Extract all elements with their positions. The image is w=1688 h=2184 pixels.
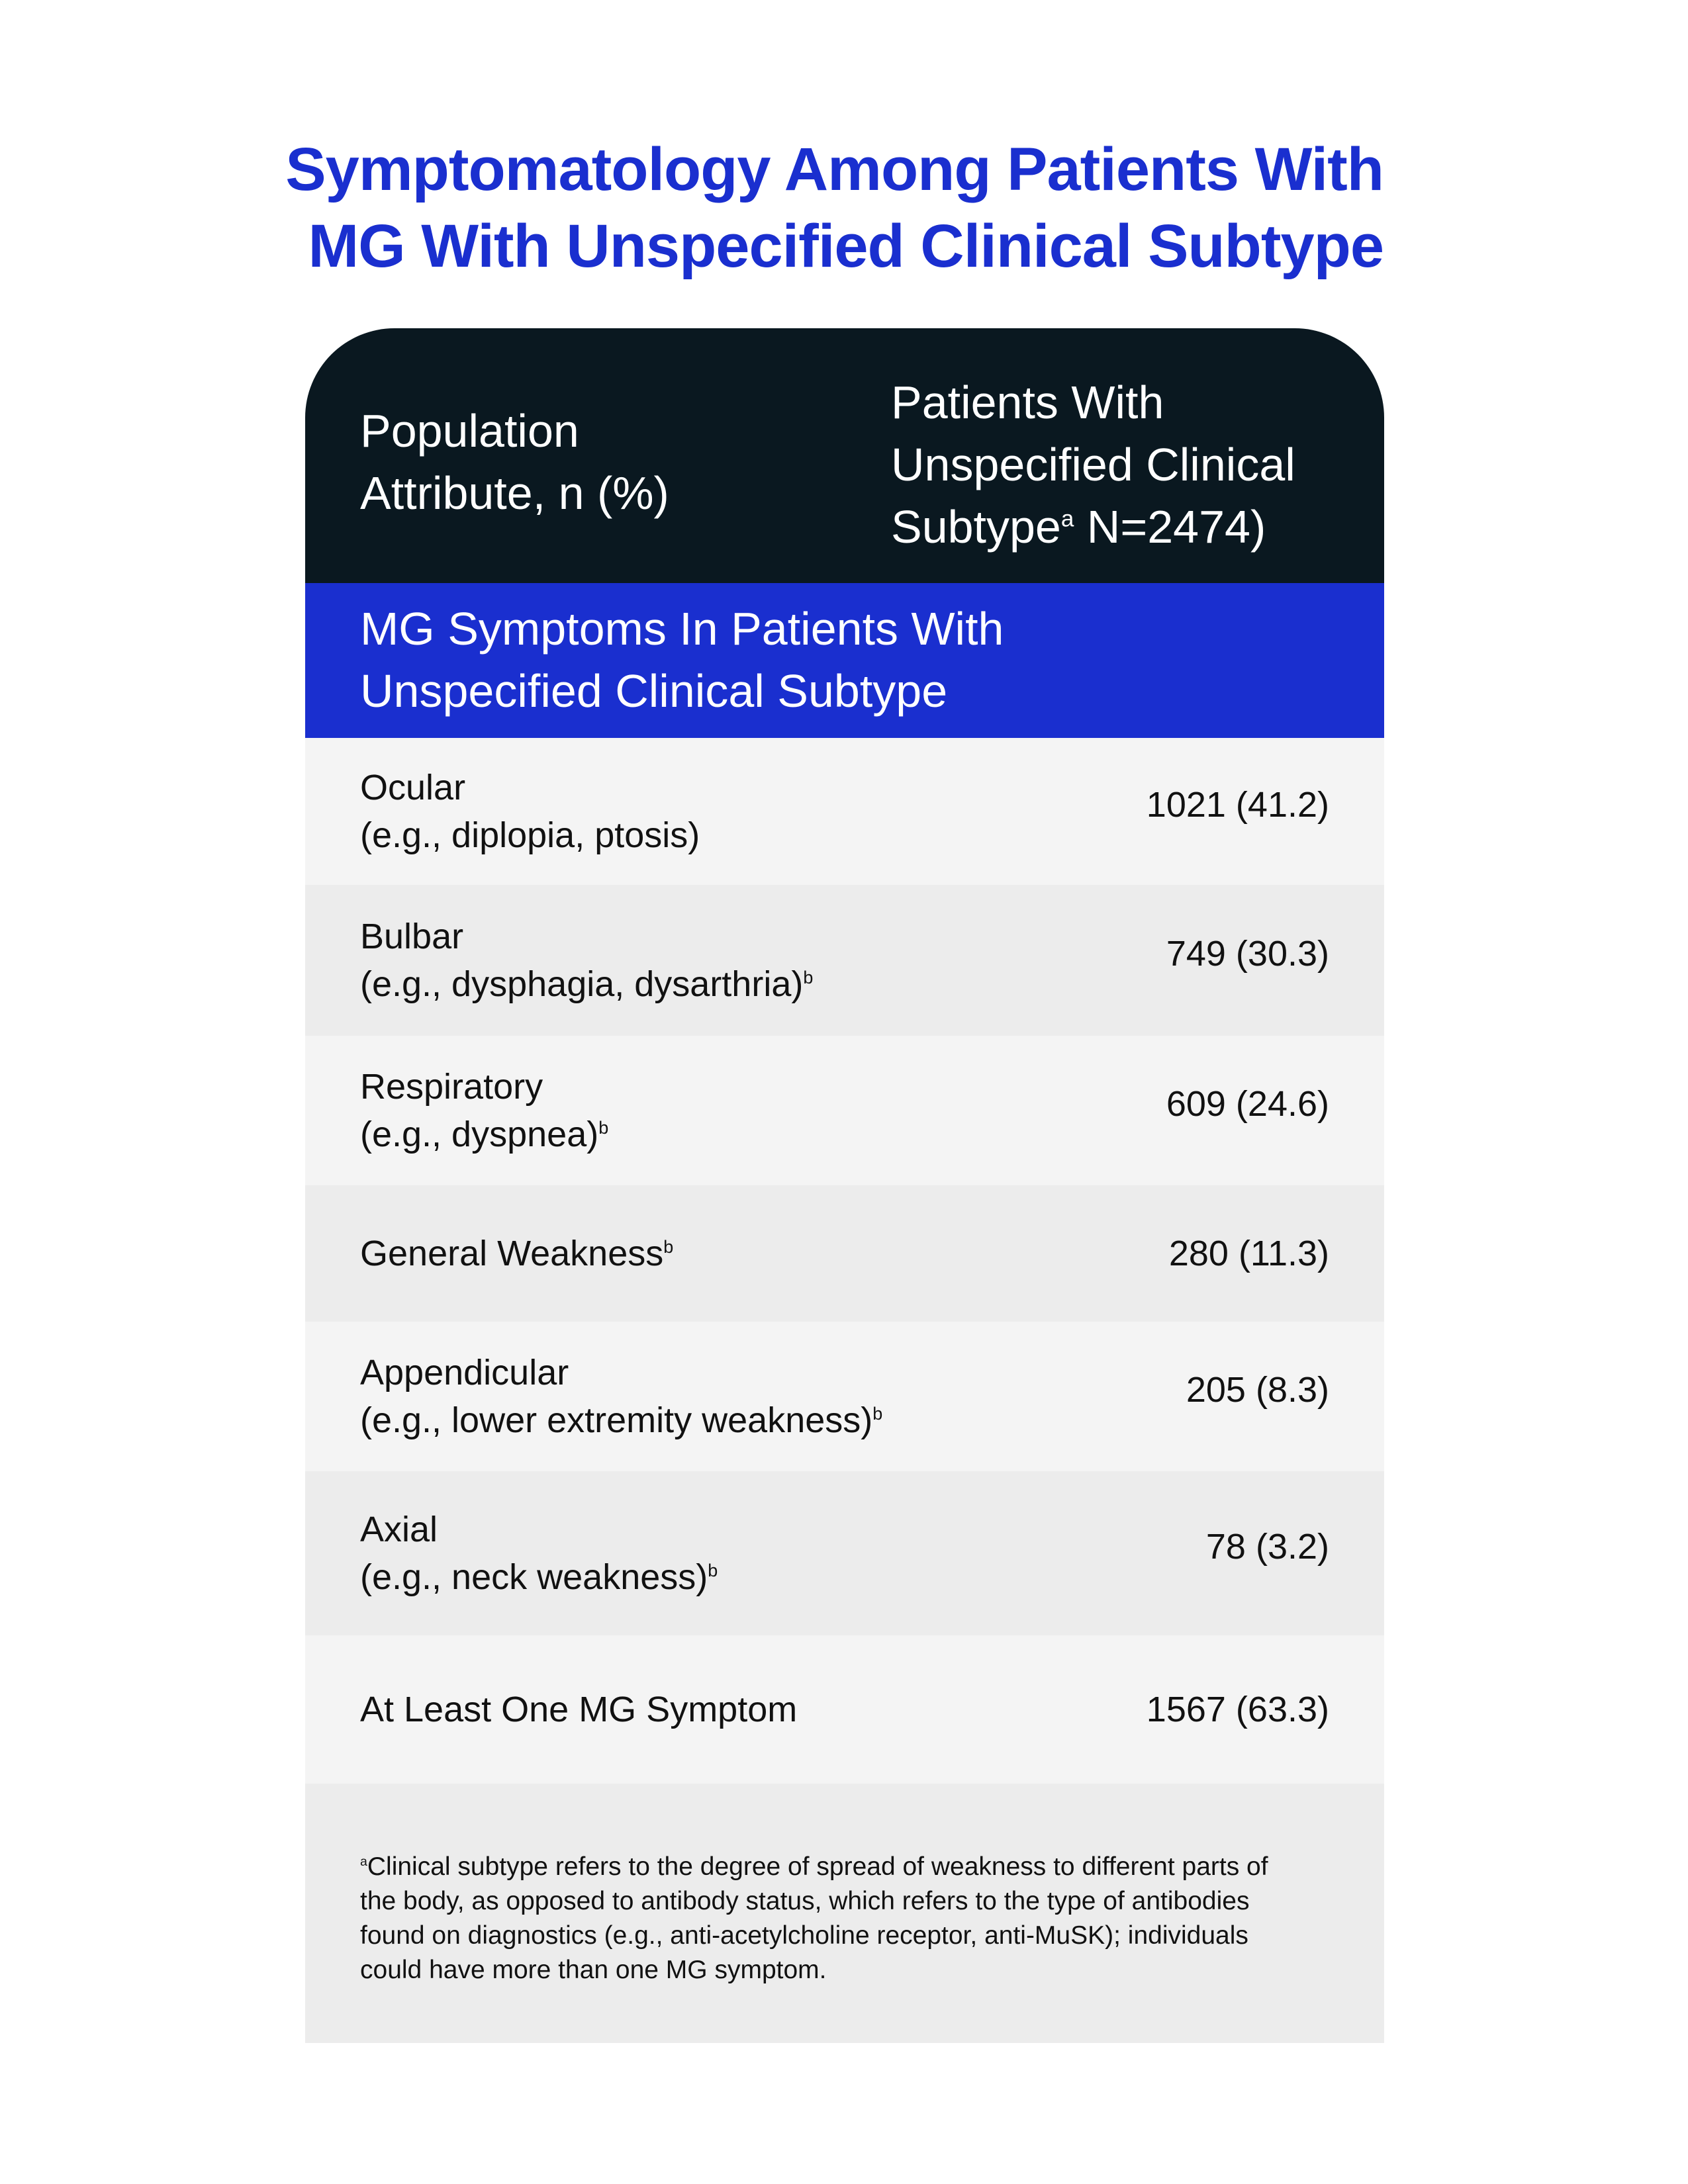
- row-label: Axial (e.g., neck weakness)$^b$: [360, 1510, 718, 1597]
- footnote-marker-b: b: [598, 1118, 609, 1138]
- footnote-text: $^a$Clinical subtype refers to the degree of spread of weakness to different parts of the body, as opposed to antibody status, which refers to the type of antibodies found on diagnostics (e.g., anti-acetylcholine receptor, anti-MuSK); individuals could have more than one MG symptom.: [360, 1852, 1268, 1984]
- row-value: 78 (3.2): [1205, 1527, 1329, 1567]
- header-patients-column: Patients With Unspecified Clinical Subtype$^a$ N=2474): [891, 377, 1295, 553]
- page-title: [199, 131, 1383, 285]
- footnote-marker-b: b: [803, 968, 814, 987]
- row-label: Bulbar (e.g., dysphagia, dysarthria)$^b$: [360, 917, 814, 1004]
- row-value: 280 (11.3): [1168, 1234, 1329, 1273]
- row-value: 1021 (41.2): [1146, 785, 1329, 825]
- title-line-2: MG With Unspecified Clinical Subtype: [308, 212, 1383, 280]
- table-row: [305, 1036, 1384, 1185]
- title-line-1: Symptomatology Among Patients With: [285, 136, 1383, 203]
- row-value: 609 (24.6): [1166, 1084, 1329, 1124]
- table-row: [305, 1185, 1384, 1322]
- row-value: 205 (8.3): [1186, 1370, 1329, 1410]
- table-row: [305, 738, 1384, 885]
- row-value: 1567 (63.3): [1146, 1690, 1329, 1729]
- footnote-marker-a: a: [360, 1854, 367, 1869]
- section-header: MG Symptoms In Patients With Unspecified Clinical Subtype: [305, 583, 1384, 738]
- row-label: General Weakness$^b$: [360, 1234, 674, 1273]
- row-value: 749 (30.3): [1166, 934, 1329, 974]
- footnote-marker-b: b: [872, 1404, 883, 1424]
- table-row: [305, 885, 1384, 1036]
- row-label: Ocular (e.g., diplopia, ptosis): [360, 768, 700, 855]
- symptom-table: [305, 328, 1384, 2043]
- table-row-total: [305, 1635, 1384, 1784]
- row-label: At Least One MG Symptom: [360, 1690, 798, 1729]
- table-row: [305, 1471, 1384, 1635]
- row-label: Respiratory (e.g., dyspnea)$^b$: [360, 1067, 609, 1154]
- row-label: Appendicular (e.g., lower extremity weakness)$^b$: [360, 1353, 883, 1440]
- footnote-marker-b: b: [663, 1237, 674, 1257]
- table-footnote: [305, 1784, 1384, 2043]
- table-header: [305, 328, 1384, 583]
- footnote-marker-b: b: [708, 1561, 718, 1580]
- header-population-attribute: Population Attribute, n (%): [360, 405, 669, 519]
- table-row: [305, 1322, 1384, 1471]
- footnote-marker-a: a: [1060, 506, 1074, 532]
